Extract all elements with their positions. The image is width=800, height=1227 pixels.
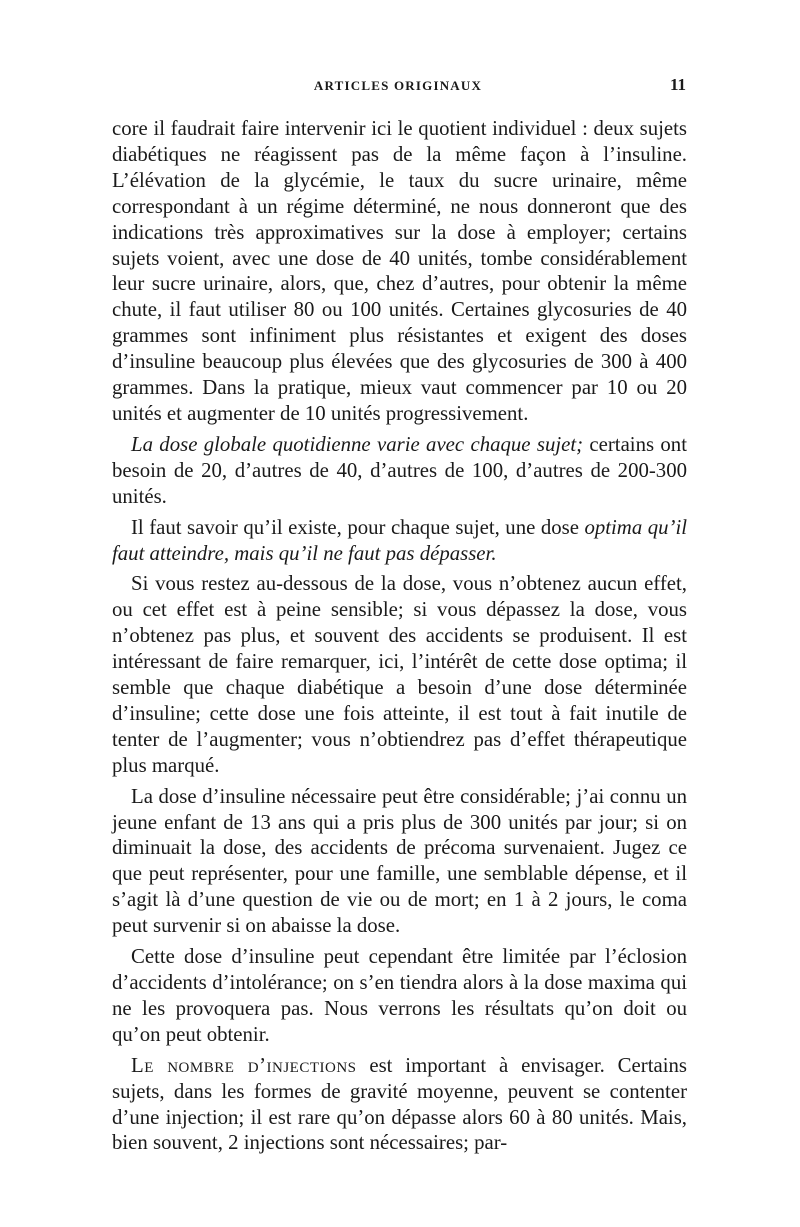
paragraph-text: Si vous restez au-dessous de la dose, vous n’obtenez aucun effet, ou cet effet est à peine sensible; si vous dépassez la dose, vous n’obtenez pas plus, et souvent des accidents se produisent. Il est intéressant de faire remarquer, ici, l’intérêt de cette dose optima; il semble que chaque diabétique a besoin d’une dose déterminée d’insuline; cette dose une fois atteinte, il est tout à fait inutile de tenter de l’augmenter; vous n’obtiendrez pas d’effet thérapeutique plus marqué. — [112, 572, 687, 777]
paragraph-nombre-injections — [112, 1053, 687, 1157]
italic-phrase: La dose globale quotidienne varie avec chaque sujet; — [131, 432, 584, 456]
paragraph-dose-globale — [112, 432, 687, 510]
running-title: ARTICLES ORIGINAUX — [313, 78, 483, 93]
paragraph-continued — [112, 116, 687, 427]
paragraph-text: est important à envisager. Certains sujets, dans les formes de gravité moyenne, peuvent se contenter d’une injection; il est rare qu’on dépasse alors 60 à 80 unités. Mais, bien souvent, 2 injections sont nécessaires; par- — [112, 1053, 687, 1155]
paragraph-sous-dose — [112, 571, 687, 778]
paragraph-text: Cette dose d’insuline peut cependant être limitée par l’éclosion d’accidents d’intolérance; on s’en tiendra alors à la dose maxima qui ne les provoquera pas. Nous verrons les résultats qu’on doit ou qu’on peut obtenir. — [112, 945, 687, 1046]
small-caps-heading: Le nombre d’injections — [131, 1053, 357, 1077]
italic-phrase: optima qu’il faut atteindre, mais qu’il ne faut pas dépasser. — [112, 515, 687, 565]
paragraph-text: La dose d’insuline nécessaire peut être considérable; j’ai connu un jeune enfant de 13 ans qui a pris plus de 300 unités par jour; si on diminuait la dose, des accidents de précoma survenaient. Jugez ce que peut représenter, pour une famille, une semblable dépense, et il s’agit là d’une question de vie ou de mort; en 1 à 2 jours, le coma peut survenir si on abaisse la dose. — [112, 784, 687, 938]
paragraph-intolerance — [112, 944, 687, 1048]
page-number: 11 — [669, 75, 686, 94]
paragraph-text: core il faudrait faire intervenir ici le quotient individuel : deux sujets diabétiques ne réagissent pas de la même façon à l’insuline. L’élévation de la glycémie, le taux du sucre urinaire, même correspondant à un régime déterminé, ne nous donneront que des indications très approximatives sur la dose à employer; certains sujets voient, avec une dose de 40 unités, tombe considérablement leur sucre urinaire, alors, que, chez d’autres, pour obtenir la même chute, il faut utiliser 80 ou 100 unités. Certaines glycosuries de 40 grammes sont infiniment plus résistantes et exigent des doses d’insuline beaucoup plus élevées que des glycosuries de 300 à 400 grammes. Dans la pratique, mieux vaut commencer par 10 ou 20 unités et augmenter de 10 unités progressivement. — [112, 117, 687, 425]
paragraph-text: Il faut savoir qu’il existe, pour chaque sujet, une dose — [131, 515, 585, 539]
body-text — [112, 116, 687, 1161]
paragraph-text: certains ont besoin de 20, d’autres de 40, d’autres de 100, d’autres de 200-300 unités. — [112, 432, 687, 508]
running-head — [110, 75, 686, 98]
paragraph-dose-considerable — [112, 784, 687, 939]
paragraph-dose-optima — [112, 515, 687, 567]
